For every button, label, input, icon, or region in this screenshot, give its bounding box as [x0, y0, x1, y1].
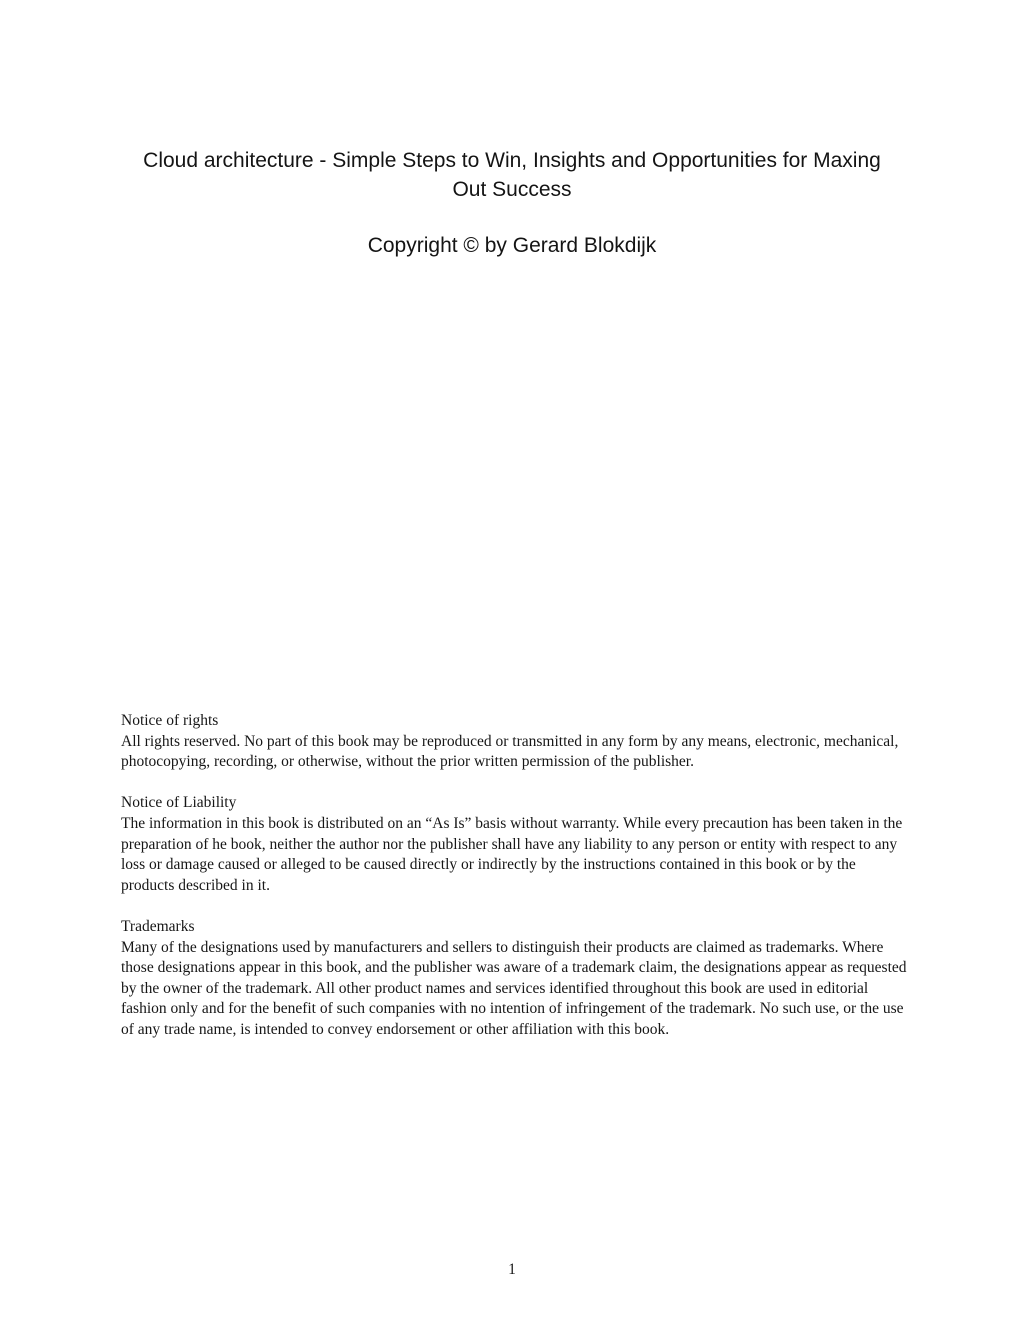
notice-body: All rights reserved. No part of this book may be reproduced or transmitted in any form by any means, electronic, mechanical, photocopying, recording, or otherwise, without the prior written permission of the publisher. — [121, 732, 899, 771]
notice-liability — [121, 793, 911, 896]
page-number: 1 — [508, 1261, 516, 1278]
notice-heading: Notice of Liability — [121, 794, 237, 812]
title-block — [0, 146, 1024, 260]
notice-trademarks — [121, 917, 911, 1041]
legal-notices — [121, 711, 911, 1061]
notice-rights — [121, 711, 911, 773]
notice-body: Many of the designations used by manufacturers and sellers to distinguish their products are claimed as trademarks. Where those designations appear in this book, and the publisher was aware of a trademark claim, the designations appear as requested by the owner of the trademark. All other product names and services identified throughout this book are used in editorial fashion only and for the benefit of such companies with no intention of infringement of the trademark. No such use, or the use of any trade name, is intended to convey endorsement or other affiliation with this book. — [121, 938, 907, 1038]
notice-heading: Trademarks — [121, 917, 195, 935]
copyright-line: Copyright © by Gerard Blokdijk — [367, 234, 657, 257]
notice-heading: Notice of rights — [121, 712, 219, 729]
book-title: Cloud architecture - Simple Steps to Win, Insights and Opportunities for Maxing Out Success — [143, 149, 881, 201]
notice-body: The information in this book is distributed on an “As Is” basis without warranty. While every precaution has been taken in the preparation of he book, neither the author nor the publisher shall have any liability to any person or entity with respect to any loss or damage caused or alleged to be caused directly or indirectly by the instructions contained in this book or by the products described in it. — [121, 814, 903, 894]
